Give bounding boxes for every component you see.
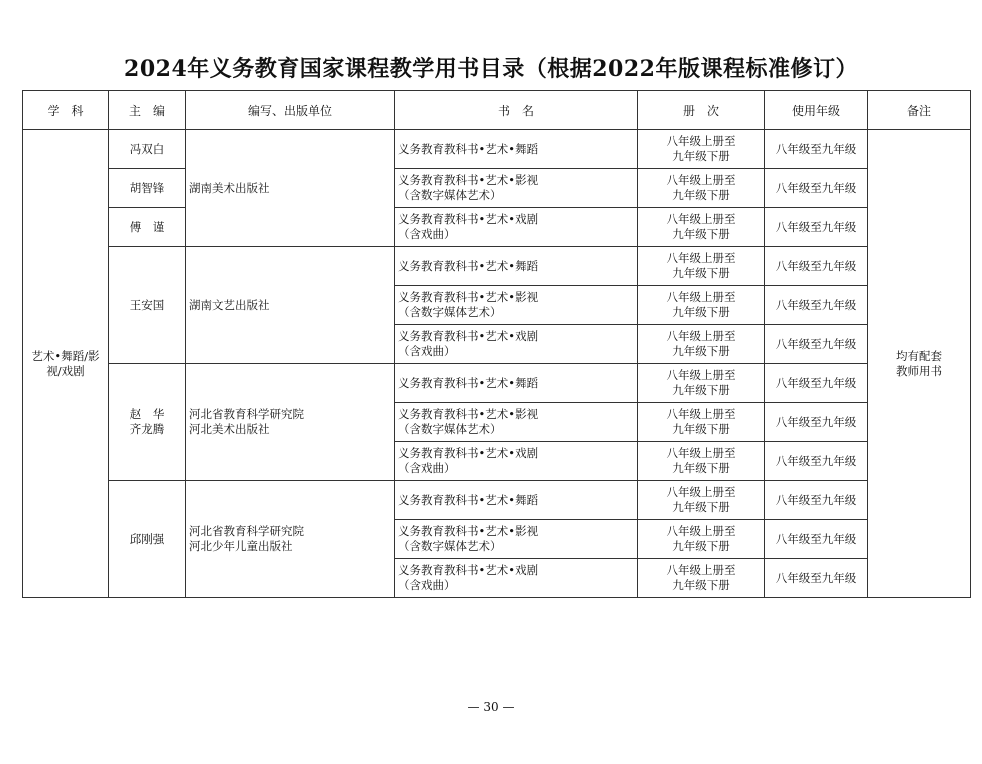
grade-cell: 八年级至九年级 [765, 481, 868, 520]
volume-line-2: 九年级下册 [672, 539, 730, 553]
notes-line-1: 均有配套 [896, 348, 942, 363]
volume-line-2: 九年级下册 [672, 227, 730, 241]
volume-line-1: 八年级上册至 [666, 368, 736, 382]
header-subject: 学 科 [23, 91, 109, 130]
volume-line-2: 九年级下册 [672, 188, 730, 202]
editor-line-1: 赵 华 [129, 407, 165, 421]
publisher-line-2: 河北美术出版社 [189, 422, 270, 436]
volume-line-1: 八年级上册至 [666, 212, 736, 226]
volume-line-2: 九年级下册 [672, 422, 730, 436]
publisher-cell: 湖南文艺出版社 [186, 247, 395, 364]
page-title: 2024年义务教育国家课程教学用书目录（根据2022年版课程标准修订） [124, 56, 858, 82]
volume-cell [638, 325, 765, 364]
table-row [23, 481, 971, 520]
volume-cell [638, 403, 765, 442]
book-title-line-1: 义务教育教科书•艺术•舞蹈 [398, 492, 539, 507]
table-row [23, 364, 971, 403]
book-title-line-2: （含戏曲） [398, 461, 456, 475]
volume-cell [638, 442, 765, 481]
publisher-cell [186, 481, 395, 598]
book-title-cell [395, 559, 638, 598]
book-title-line-2: （含数字媒体艺术） [398, 539, 502, 553]
volume-cell [638, 208, 765, 247]
volume-line-1: 八年级上册至 [666, 290, 736, 304]
editor-cell: 冯双白 [109, 130, 186, 169]
book-title-line-1: 义务教育教科书•艺术•戏剧 [398, 563, 539, 577]
book-title-line-2: （含戏曲） [398, 578, 456, 592]
grade-cell: 八年级至九年级 [765, 325, 868, 364]
grade-cell: 八年级至九年级 [765, 286, 868, 325]
book-title-line-1: 义务教育教科书•艺术•影视 [398, 524, 539, 538]
volume-line-2: 九年级下册 [672, 500, 730, 514]
book-title-cell [395, 442, 638, 481]
volume-cell [638, 481, 765, 520]
volume-line-2: 九年级下册 [672, 461, 730, 475]
volume-line-2: 九年级下册 [672, 305, 730, 319]
volume-line-1: 八年级上册至 [666, 329, 736, 343]
table-row [23, 208, 971, 247]
volume-line-1: 八年级上册至 [666, 524, 736, 538]
grade-cell: 八年级至九年级 [765, 364, 868, 403]
editor-cell: 邱刚强 [109, 481, 186, 598]
grade-cell: 八年级至九年级 [765, 403, 868, 442]
volume-line-1: 八年级上册至 [666, 407, 736, 421]
book-title-cell [395, 364, 638, 403]
grade-cell: 八年级至九年级 [765, 247, 868, 286]
grade-cell: 八年级至九年级 [765, 169, 868, 208]
editor-line-2: 齐龙腾 [129, 422, 165, 436]
book-title-line-1: 义务教育教科书•艺术•戏剧 [398, 329, 539, 343]
subject-cell [23, 130, 109, 598]
volume-cell [638, 169, 765, 208]
table-row [23, 169, 971, 208]
volume-cell [638, 364, 765, 403]
editor-cell [109, 364, 186, 481]
table-row [23, 130, 971, 169]
volume-cell [638, 286, 765, 325]
volume-line-1: 八年级上册至 [666, 251, 736, 265]
volume-line-2: 九年级下册 [672, 383, 730, 397]
volume-cell [638, 520, 765, 559]
header-notes: 备注 [868, 91, 971, 130]
grade-cell: 八年级至九年级 [765, 130, 868, 169]
publisher-line-2: 河北少年儿童出版社 [189, 539, 293, 553]
volume-line-2: 九年级下册 [672, 578, 730, 592]
volume-line-1: 八年级上册至 [666, 563, 736, 577]
header-book-title: 书 名 [395, 91, 638, 130]
grade-cell: 八年级至九年级 [765, 559, 868, 598]
volume-cell [638, 247, 765, 286]
book-title-line-1: 义务教育教科书•艺术•舞蹈 [398, 258, 539, 273]
subject-line-2: 视/戏剧 [46, 363, 85, 378]
volume-line-1: 八年级上册至 [666, 485, 736, 499]
book-title-line-1: 义务教育教科书•艺术•影视 [398, 407, 539, 421]
header-grade: 使用年级 [765, 91, 868, 130]
book-title-cell [395, 481, 638, 520]
volume-cell [638, 559, 765, 598]
volume-line-1: 八年级上册至 [666, 446, 736, 460]
book-title-cell [395, 247, 638, 286]
header-volume: 册 次 [638, 91, 765, 130]
subject-line-1: 艺术•舞蹈/影 [31, 348, 100, 363]
book-title-cell [395, 169, 638, 208]
book-title-line-1: 义务教育教科书•艺术•戏剧 [398, 212, 539, 226]
volume-line-1: 八年级上册至 [666, 173, 736, 187]
notes-line-2: 教师用书 [896, 363, 942, 378]
book-title-line-1: 义务教育教科书•艺术•戏剧 [398, 446, 539, 460]
book-title-cell [395, 403, 638, 442]
publisher-cell [186, 364, 395, 481]
volume-line-2: 九年级下册 [672, 266, 730, 280]
book-title-cell [395, 325, 638, 364]
grade-cell: 八年级至九年级 [765, 520, 868, 559]
publisher-line-1: 河北省教育科学研究院 [189, 524, 304, 538]
textbook-catalog-table [22, 90, 971, 598]
header-editor: 主 编 [109, 91, 186, 130]
book-title-cell [395, 286, 638, 325]
volume-line-2: 九年级下册 [672, 344, 730, 358]
book-title-line-2: （含数字媒体艺术） [398, 305, 502, 319]
editor-cell: 胡智锋 [109, 169, 186, 208]
volume-cell [638, 130, 765, 169]
book-title-line-2: （含数字媒体艺术） [398, 188, 502, 202]
book-title-cell [395, 520, 638, 559]
volume-line-1: 八年级上册至 [666, 134, 736, 148]
grade-cell: 八年级至九年级 [765, 208, 868, 247]
publisher-line-1: 河北省教育科学研究院 [189, 407, 304, 421]
book-title-line-1: 义务教育教科书•艺术•舞蹈 [398, 375, 539, 390]
book-title-cell [395, 208, 638, 247]
notes-cell [868, 130, 971, 598]
book-title-line-2: （含戏曲） [398, 344, 456, 358]
book-title-cell [395, 130, 638, 169]
editor-cell: 王安国 [109, 247, 186, 364]
header-row [23, 91, 971, 130]
book-title-line-1: 义务教育教科书•艺术•影视 [398, 290, 539, 304]
header-publisher: 编写、出版单位 [186, 91, 395, 130]
book-title-line-1: 义务教育教科书•艺术•舞蹈 [398, 141, 539, 156]
editor-cell: 傅 谨 [109, 208, 186, 247]
publisher-cell: 湖南美术出版社 [186, 130, 395, 247]
book-title-line-1: 义务教育教科书•艺术•影视 [398, 173, 539, 187]
grade-cell: 八年级至九年级 [765, 442, 868, 481]
page-number: — 30 — [467, 700, 515, 714]
book-title-line-2: （含数字媒体艺术） [398, 422, 502, 436]
volume-line-2: 九年级下册 [672, 149, 730, 163]
table-row [23, 247, 971, 286]
book-title-line-2: （含戏曲） [398, 227, 456, 241]
